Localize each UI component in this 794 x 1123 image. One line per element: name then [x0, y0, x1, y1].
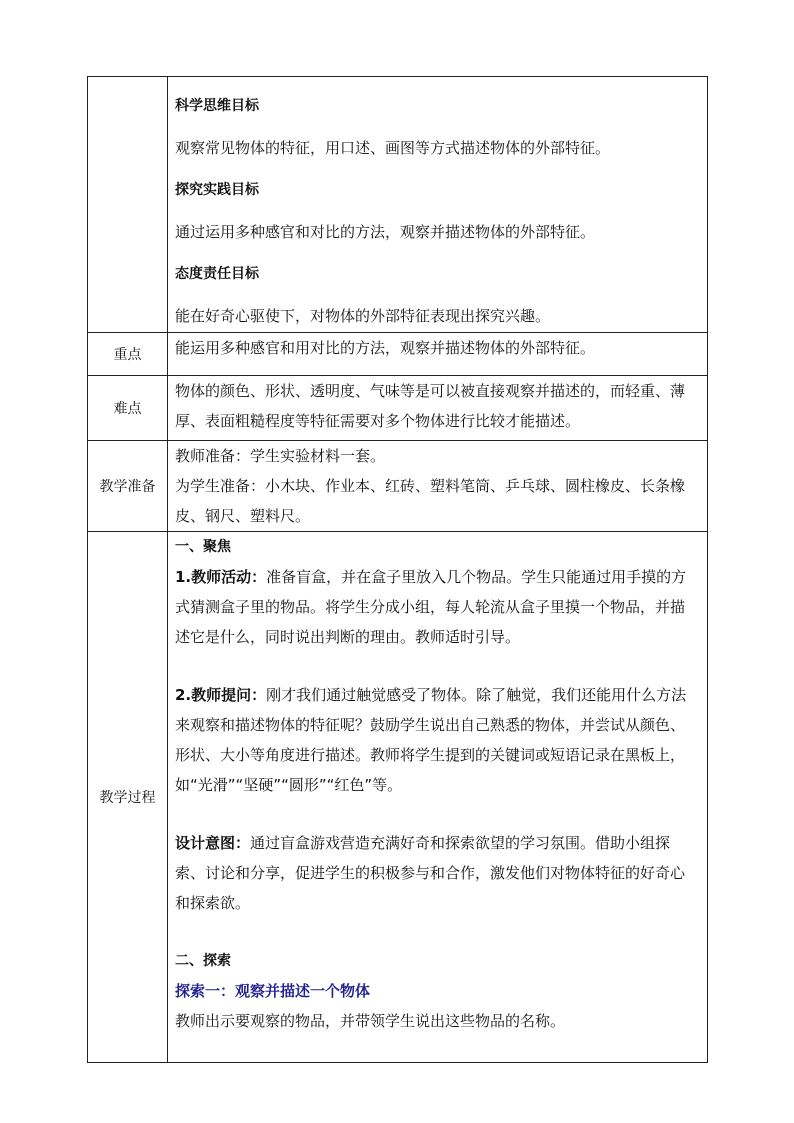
- teacher-question-text: 刚才我们通过触觉感受了物体。除了触觉，我们还能用什么方法来观察和描述物体的特征呢？鼓励学生说出自己熟悉的物体，并尝试从颜色、形状、大小等角度进行描述。教师将学生提到的关键词或短语记录在黑板上，如“光滑”“坚硬”“圆形”“红色”等。: [175, 686, 687, 794]
- teacher-activity-paragraph: [175, 562, 699, 652]
- preparation-row: [88, 441, 708, 532]
- key-point-text: 能运用多种感官和用对比的方法，观察并描述物体的外部特征。: [168, 333, 708, 376]
- process-label: 教学过程: [88, 532, 168, 1063]
- design-intent-text: 通过盲盒游戏营造充满好奇和探索欲望的学习氛围。借助小组探索、讨论和分享，促进学生的积极参与和合作，激发他们对物体特征的好奇心和探索欲。: [175, 834, 686, 912]
- attitude-objective-title: 态度责任目标: [175, 266, 259, 282]
- objectives-row: [88, 77, 708, 333]
- thinking-objective-title: 科学思维目标: [175, 98, 259, 114]
- difficulty-text: 物体的颜色、形状、透明度、气味等是可以被直接观察并描述的，而轻重、薄厚、表面粗糙程度等特征需要对多个物体进行比较才能描述。: [168, 376, 708, 441]
- practice-objective-title: 探究实践目标: [175, 182, 259, 198]
- lesson-plan-table: [87, 76, 708, 1063]
- section-explore-heading: 二、探索: [175, 953, 231, 969]
- explore-one-text: 教师出示要观察的物品，并带领学生说出这些物品的名称。: [175, 1012, 566, 1030]
- teacher-preparation: 教师准备：学生实验材料一套。: [175, 447, 386, 465]
- key-point-label: 重点: [88, 333, 168, 376]
- difficulty-label: 难点: [88, 376, 168, 441]
- design-intent-paragraph: [175, 828, 699, 918]
- teacher-activity-text: 准备盲盒，并在盒子里放入几个物品。学生只能通过用手摸的方式猜测盒子里的物品。将学生分成小组，每人轮流从盒子里摸一个物品，并描述它是什么，同时说出判断的理由。教师适时引导。: [175, 568, 687, 646]
- difficulty-row: [88, 376, 708, 441]
- process-cell: [168, 532, 708, 1063]
- thinking-objective-text: 观察常见物体的特征，用口述、画图等方式描述物体的外部特征。: [175, 139, 611, 157]
- objectives-cell: [168, 77, 708, 333]
- explore-one-heading: 探索一：观察并描述一个物体: [175, 982, 371, 1000]
- teacher-question-paragraph: [175, 680, 699, 800]
- practice-objective-text: 通过运用多种感官和对比的方法，观察并描述物体的外部特征。: [175, 223, 596, 241]
- student-preparation: 为学生准备：小木块、作业本、红砖、塑料笔筒、乒乓球、圆柱橡皮、长条橡皮、钢尺、塑料尺。: [175, 477, 686, 525]
- teacher-question-label: 2.教师提问：: [175, 686, 267, 704]
- objectives-label-cell: [88, 77, 168, 333]
- design-intent-label: 设计意图：: [175, 834, 251, 852]
- section-focus-heading: 一、聚焦: [175, 539, 231, 555]
- process-row: [88, 532, 708, 1063]
- preparation-label: 教学准备: [88, 441, 168, 532]
- teacher-activity-label: 1.教师活动：: [175, 568, 267, 586]
- key-point-row: [88, 333, 708, 376]
- attitude-objective-text: 能在好奇心驱使下，对物体的外部特征表现出探究兴趣。: [175, 307, 551, 325]
- preparation-cell: [168, 441, 708, 532]
